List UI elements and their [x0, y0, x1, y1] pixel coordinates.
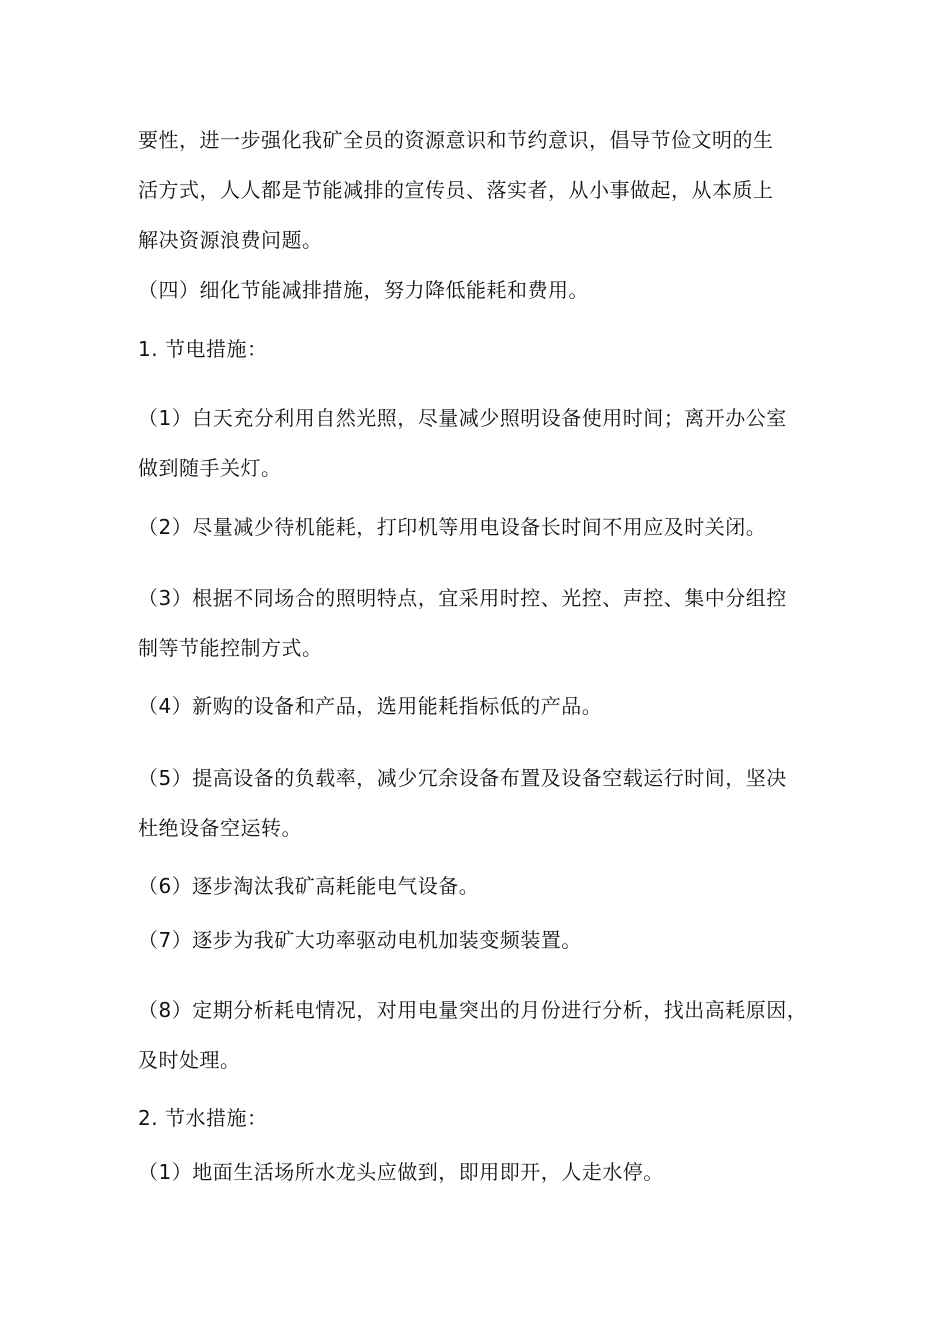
list-item: （5）提高设备的负载率，减少冗余设备布置及设备空载运行时间，坚决	[138, 766, 787, 790]
list-item: （6）逐步淘汰我矿高耗能电气设备。	[138, 874, 480, 898]
list-item: （1）白天充分利用自然光照，尽量减少照明设备使用时间；离开办公室	[138, 406, 787, 430]
list-item-continuation: 做到随手关灯。	[138, 456, 282, 480]
list-item: （2）尽量减少待机能耗，打印机等用电设备长时间不用应及时关闭。	[138, 515, 767, 539]
text-line: 要性，进一步强化我矿全员的资源意识和节约意识，倡导节俭文明的生	[138, 128, 774, 152]
text-line: 解决资源浪费问题。	[138, 228, 323, 252]
text-line: 活方式，人人都是节能减排的宣传员、落实者，从小事做起，从本质上	[138, 178, 774, 202]
list-item-continuation: 及时处理。	[138, 1048, 241, 1072]
list-item-continuation: 制等节能控制方式。	[138, 636, 323, 660]
list-item: （1）地面生活场所水龙头应做到，即用即开，人走水停。	[138, 1160, 664, 1184]
list-item: （7）逐步为我矿大功率驱动电机加装变频装置。	[138, 928, 582, 952]
list-item: （4）新购的设备和产品，选用能耗指标低的产品。	[138, 694, 603, 718]
list-item: （8）定期分析耗电情况，对用电量突出的月份进行分析，找出高耗原因，	[138, 998, 808, 1022]
section-heading: （四）细化节能减排措施，努力降低能耗和费用。	[138, 278, 589, 302]
list-item: （3）根据不同场合的照明特点，宜采用时控、光控、声控、集中分组控	[138, 586, 787, 610]
list-heading: 1. 节电措施：	[138, 337, 268, 361]
list-heading: 2. 节水措施：	[138, 1106, 268, 1130]
list-item-continuation: 杜绝设备空运转。	[138, 816, 302, 840]
